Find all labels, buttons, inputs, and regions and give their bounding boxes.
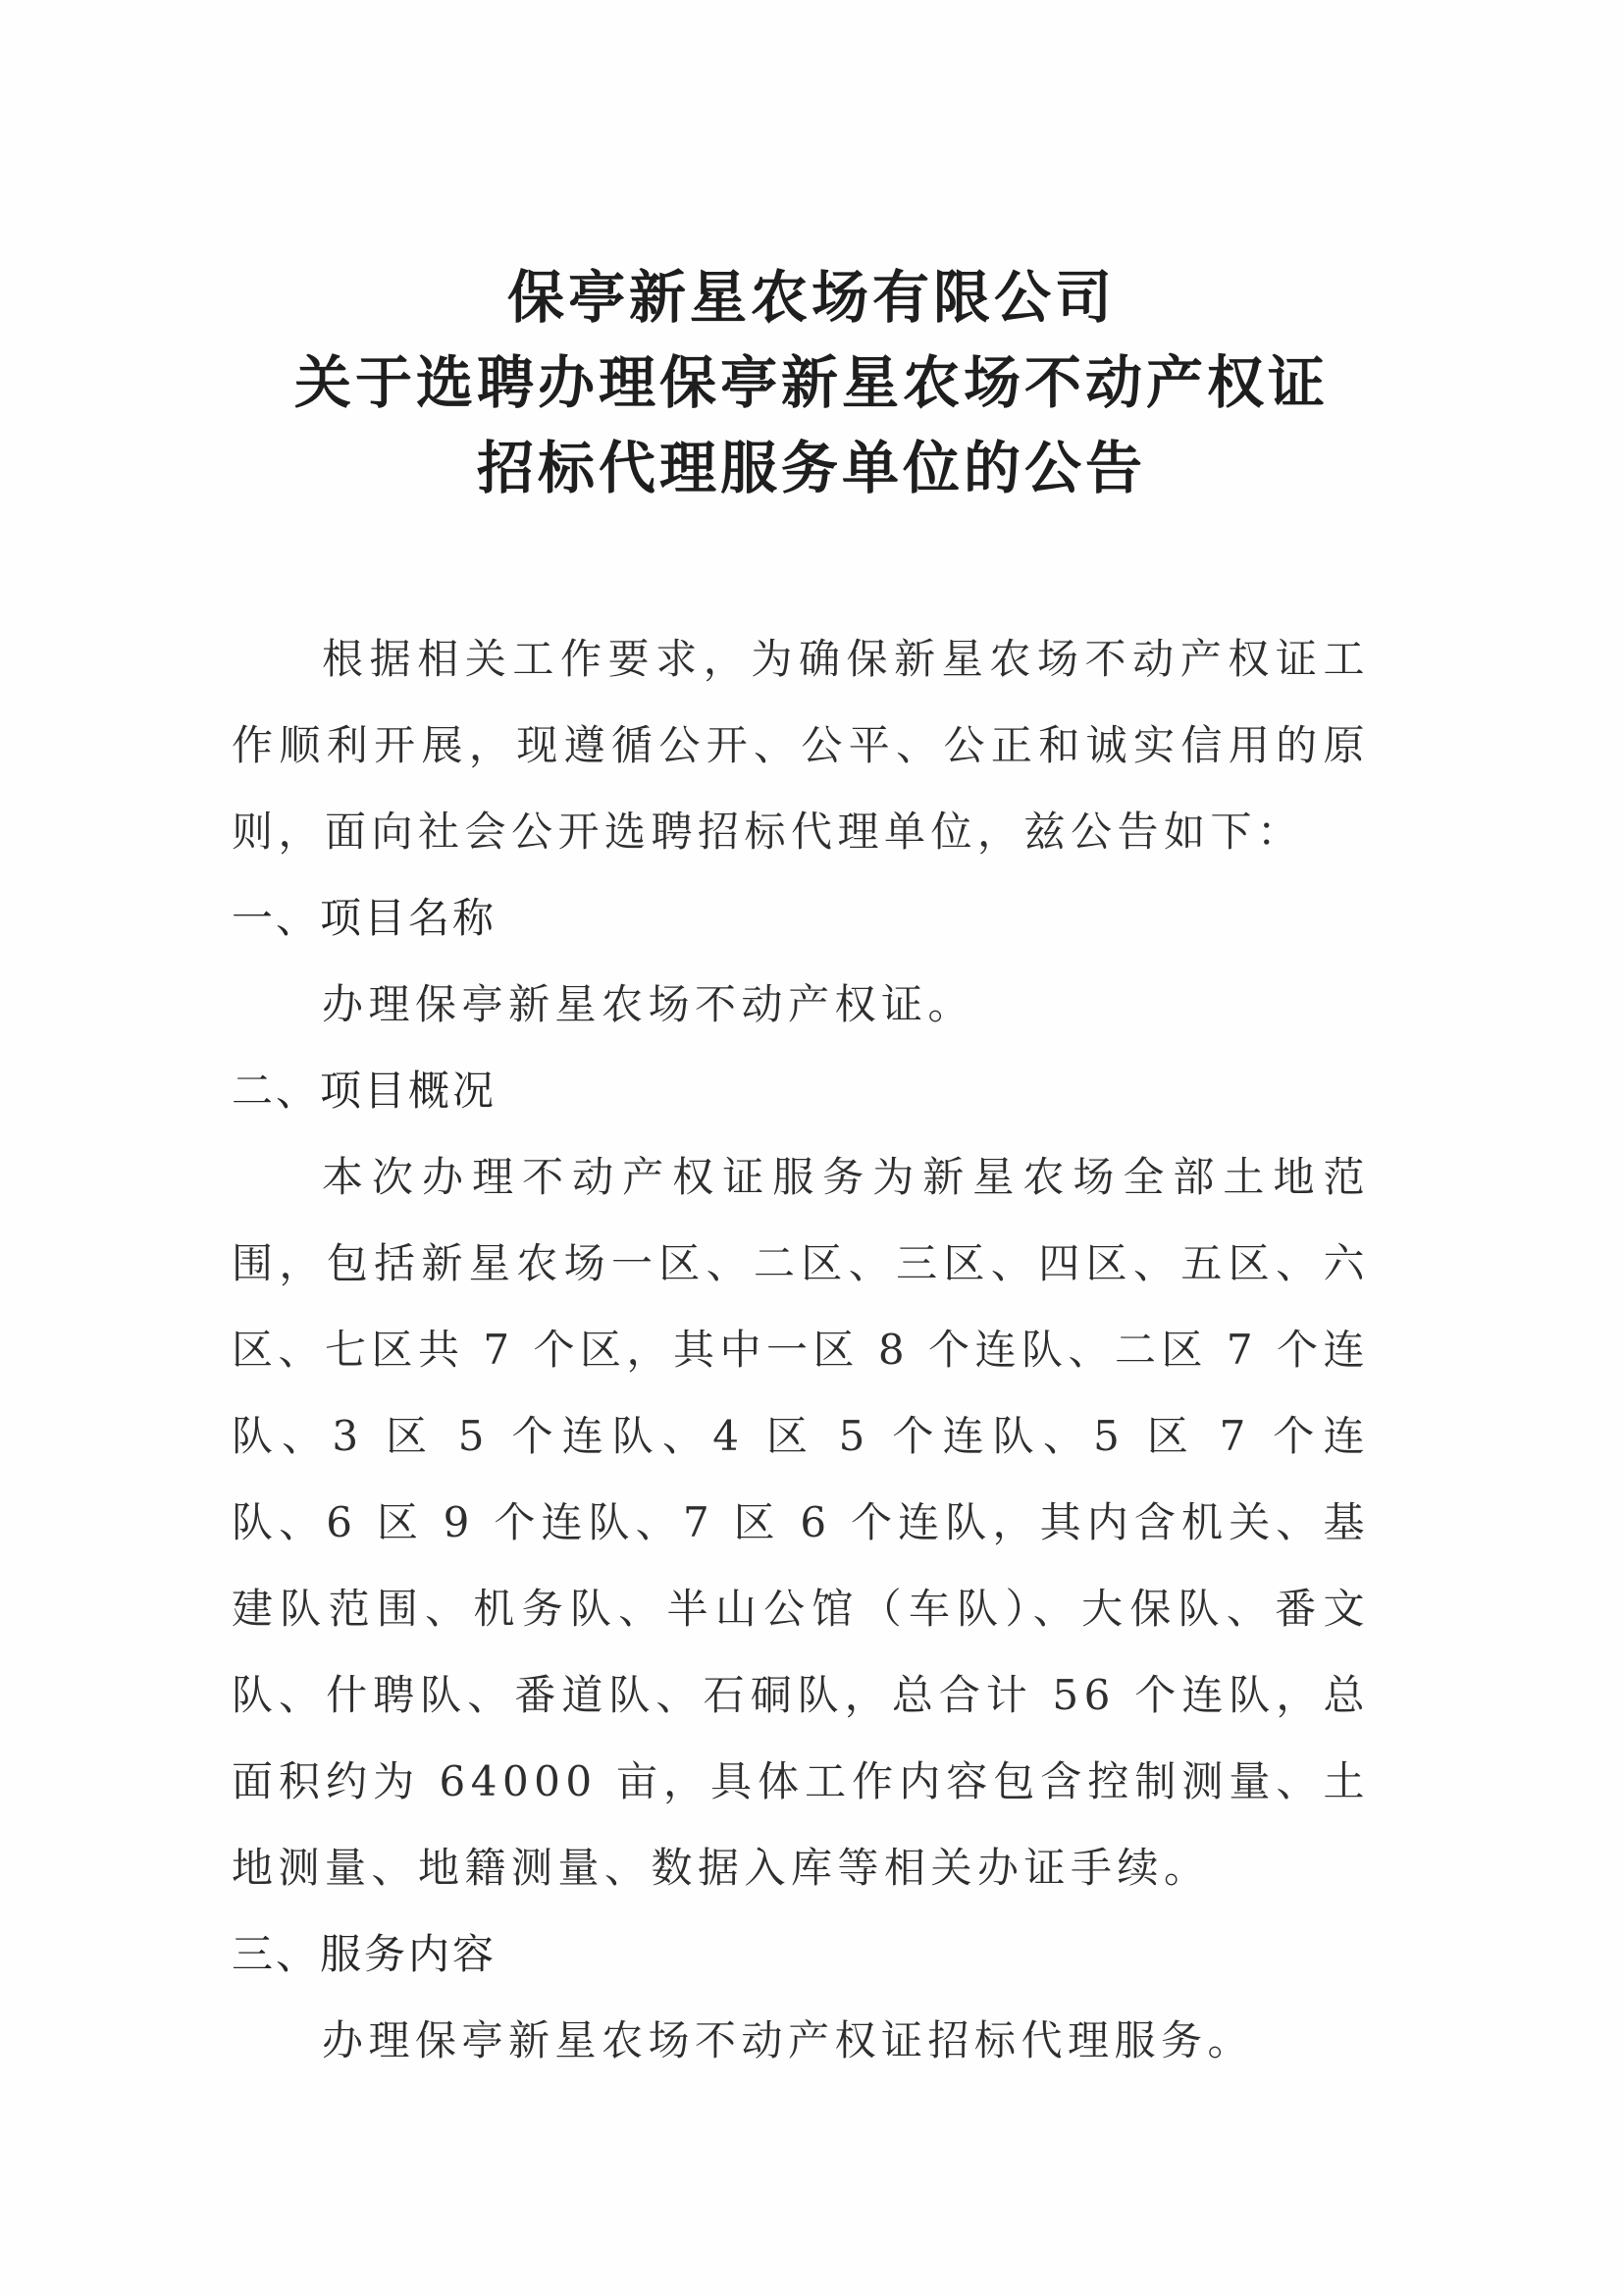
section-text-service-content: 办理保亭新星农场不动产权证招标代理服务。 (322, 2016, 1255, 2064)
section-heading-project-overview: 二、项目概况 (232, 1067, 497, 1115)
title-company: 保亭新星农场有限公司 (506, 264, 1116, 331)
section-text-project-overview: 本次办理不动产权证服务为新星农场全部土地范围，包括新星农场一区、二区、三区、四区、五区、六区、七区共 7 个区，其中一区 8 个连队、二区 7 个连队、3 区 5 个连队、4 区 5 个连队、5 区 7 个连队、6 区 9 个连队、7 区 6 个连队，其内含机关、基建队范围、机务队、半山公馆（车队）、大保队、番文队、什聘队、番道队、石硐队，总合计 56 个连队，总面积约为 64000 亩，具体工作内容包含控制测量、土地测量、地籍测量、数据入库等相关办证手续。 (232, 1153, 1370, 1892)
section-text-project-name: 办理保亭新星农场不动产权证。 (322, 980, 975, 1028)
section-heading-service-content: 三、服务内容 (232, 1930, 497, 1978)
section-heading-project-name: 一、项目名称 (232, 894, 497, 942)
title-subject: 关于选聘办理保亭新星农场不动产权证 (293, 349, 1329, 416)
notice-body (232, 616, 1370, 2084)
notice-title (0, 263, 1623, 519)
intro-paragraph: 根据相关工作要求，为确保新星农场不动产权证工作顺利开展，现遵循公开、公平、公正和诚实信用的原则，面向社会公开选聘招标代理单位，兹公告如下： (232, 635, 1370, 856)
title-notice: 招标代理服务单位的公告 (476, 435, 1146, 501)
